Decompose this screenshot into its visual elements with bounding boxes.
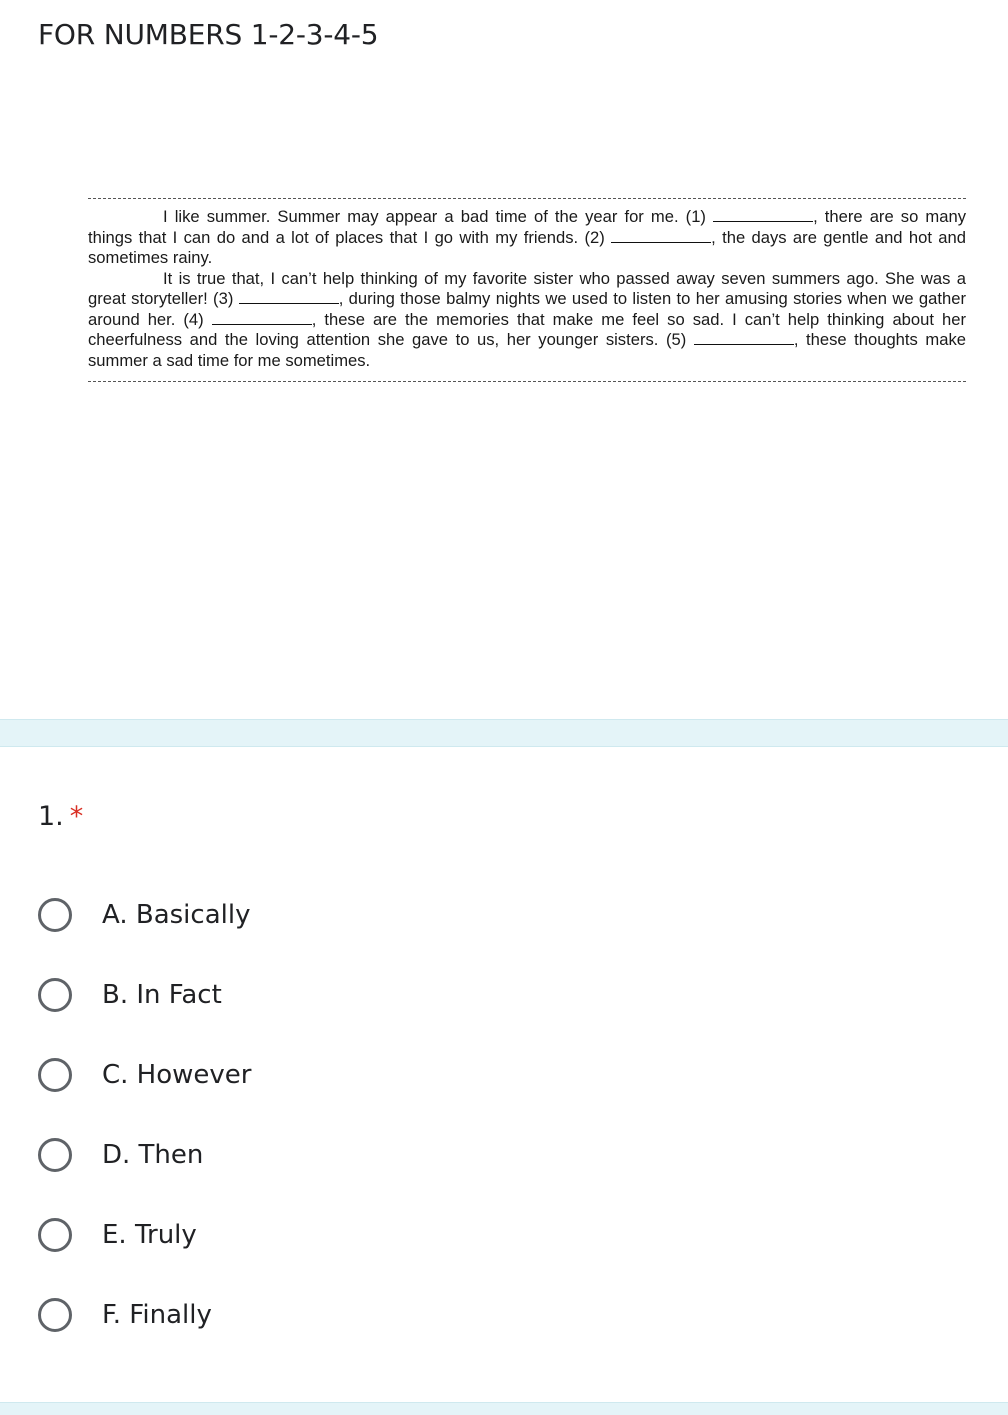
radio-unchecked-icon[interactable] <box>38 978 72 1012</box>
radio-unchecked-icon[interactable] <box>38 1298 72 1332</box>
passage-text: , the days are gentle and hot and sometimes rainy. <box>88 227 966 267</box>
passage-text: It is true that, I can’t help thinking of my favorite sister who passed away seven summers ago. She was a great storyteller! (3) <box>88 268 966 308</box>
dashed-divider-top <box>88 198 966 199</box>
question-number: 1. <box>38 801 64 832</box>
blank-3 <box>239 289 339 304</box>
radio-unchecked-icon[interactable] <box>38 898 72 932</box>
radio-unchecked-icon[interactable] <box>38 1218 72 1252</box>
option-e[interactable] <box>38 1214 197 1256</box>
option-label: A. Basically <box>102 900 251 930</box>
required-asterisk: * <box>69 801 84 832</box>
passage-text: I like summer. Summer may appear a bad time of the year for me. (1) <box>163 207 706 226</box>
passage-image <box>88 198 966 382</box>
passage-text: , these are the memories that make me feel so sad. I can’t help thinking about her cheerfulness and the loving attention she gave to us, her younger sisters. (5) <box>88 309 966 349</box>
option-b[interactable] <box>38 974 222 1016</box>
dashed-divider-bottom <box>88 381 966 382</box>
option-c[interactable] <box>38 1054 251 1096</box>
section-divider-bottom <box>0 1402 1008 1415</box>
passage-paragraph-1 <box>88 207 966 269</box>
passage-text: , these thoughts make summer a sad time for me sometimes. <box>88 330 966 370</box>
passage-text: , there are so many things that I can do and a lot of places that I go with my friends. (2) <box>88 207 966 247</box>
option-d[interactable] <box>38 1134 203 1176</box>
option-label: B. In Fact <box>102 980 222 1010</box>
blank-5 <box>694 330 794 345</box>
radio-unchecked-icon[interactable] <box>38 1058 72 1092</box>
option-label: E. Truly <box>102 1220 197 1250</box>
section-title: FOR NUMBERS 1-2-3-4-5 <box>38 18 379 51</box>
passage-text: , during those balmy nights we used to listen to her amusing stories when we gather around her. (4) <box>88 289 966 329</box>
blank-1 <box>713 207 813 222</box>
option-label: C. However <box>102 1060 252 1090</box>
section-divider <box>0 719 1008 747</box>
option-a[interactable] <box>38 894 250 936</box>
passage-paragraph-2 <box>88 269 966 372</box>
option-label: D. Then <box>102 1140 204 1170</box>
option-label: F. Finally <box>102 1300 212 1330</box>
question-title <box>38 796 83 838</box>
blank-2 <box>611 228 711 243</box>
option-f[interactable] <box>38 1294 212 1336</box>
blank-4 <box>212 310 312 325</box>
radio-unchecked-icon[interactable] <box>38 1138 72 1172</box>
